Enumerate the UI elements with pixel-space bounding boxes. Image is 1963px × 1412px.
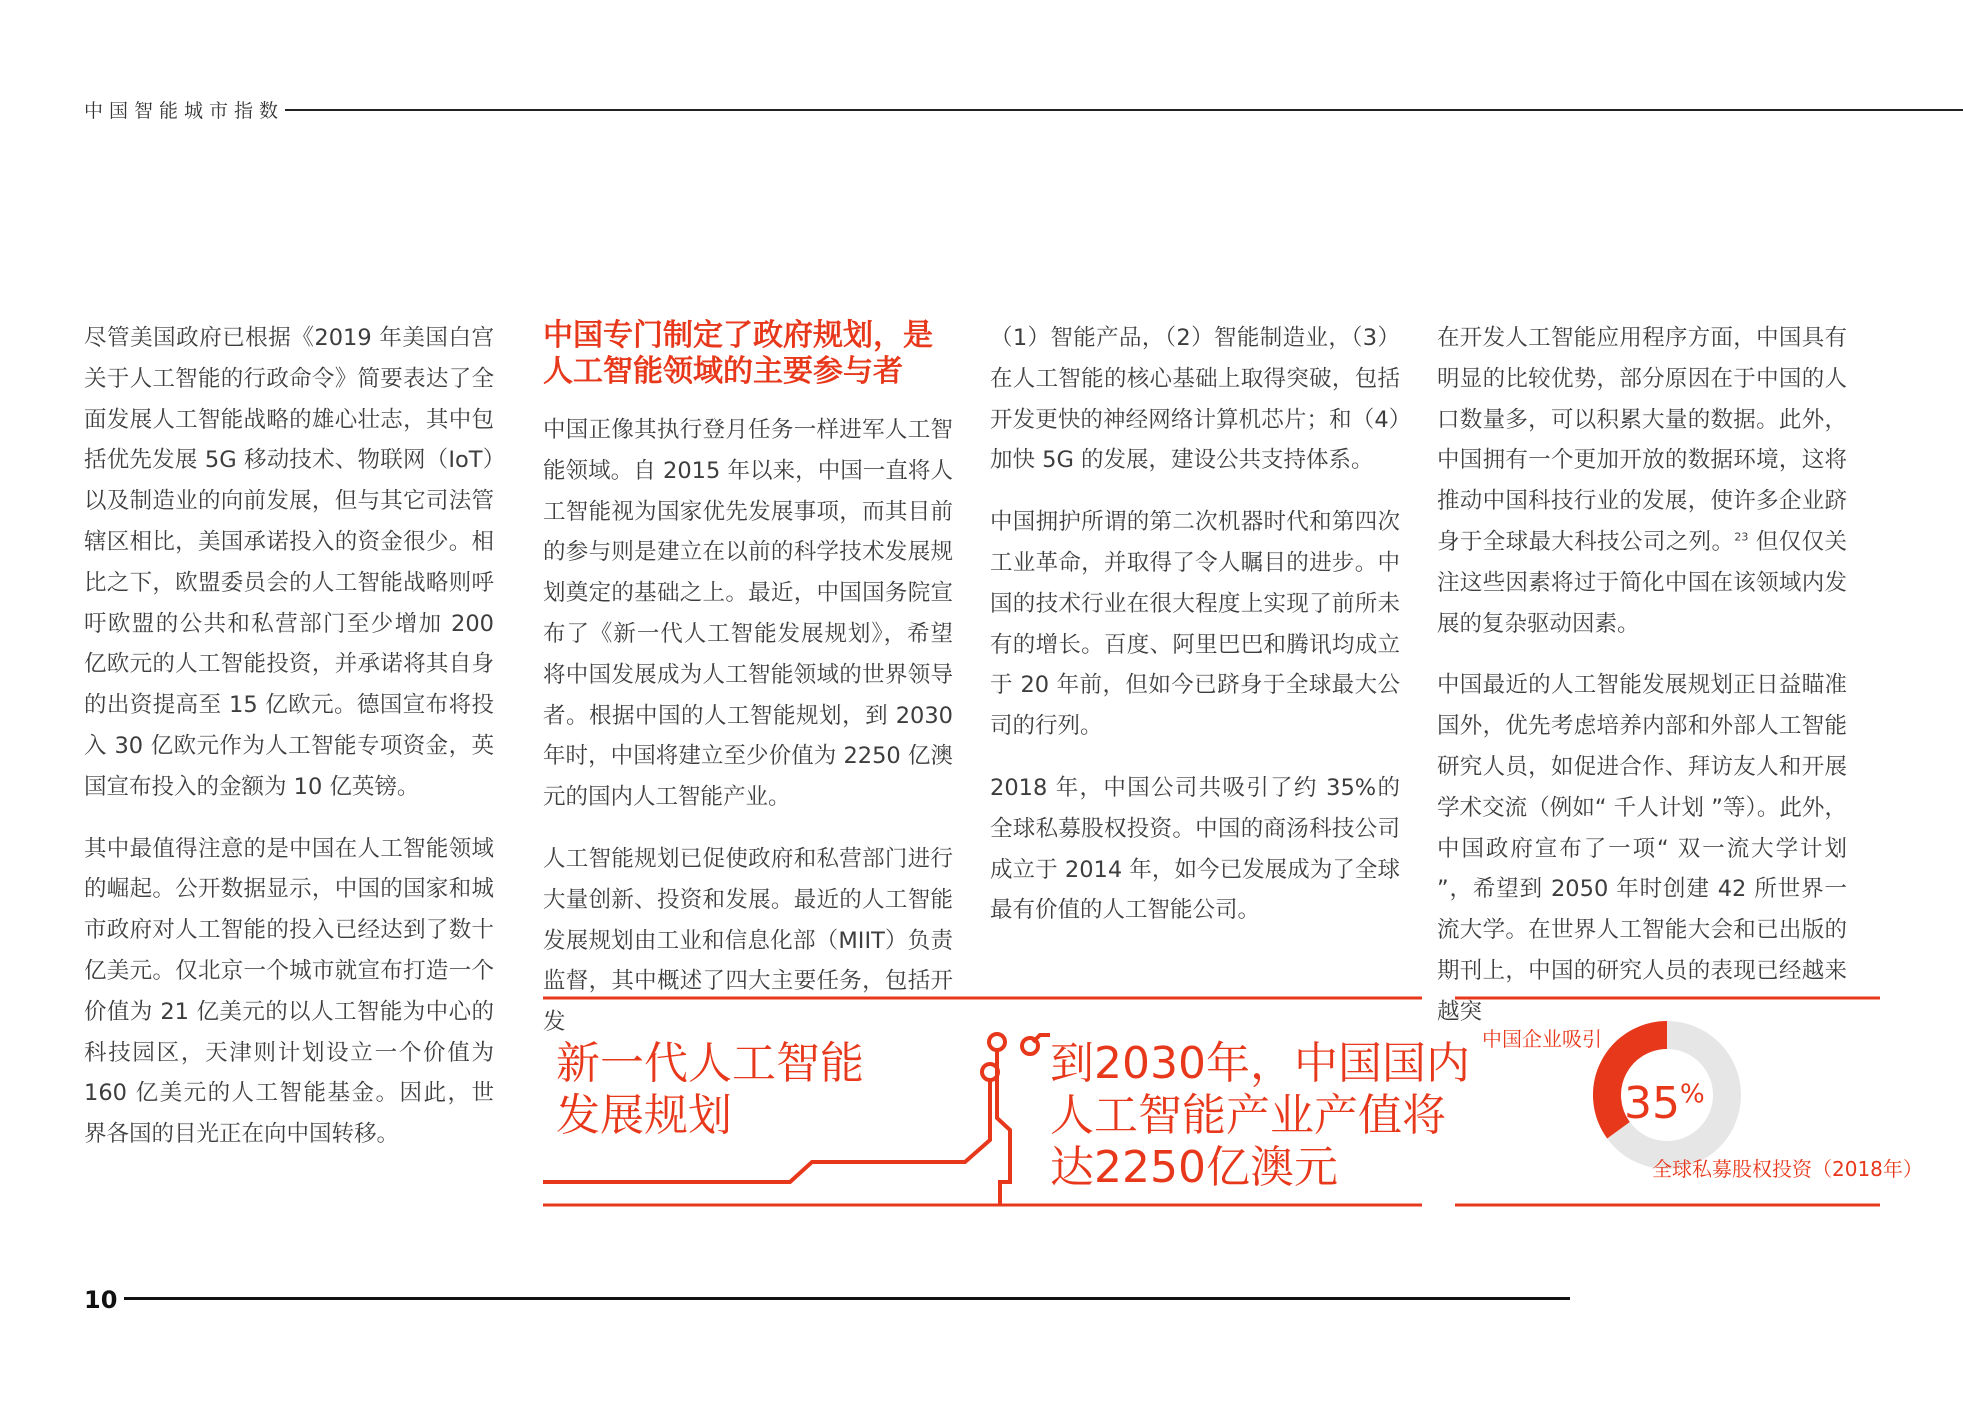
- stat-caption-top: 中国企业吸引: [1482, 1027, 1602, 1051]
- text-column-2: [543, 318, 953, 1064]
- infographic-industry-goal: [1050, 1038, 1470, 1194]
- column3-paragraph-3: 2018 年，中国公司共吸引了约 35%的全球私募股权投资。中国的商汤科技公司成立于 2014 年，如今已发展成为了全球最有价值的人工智能公司。: [990, 774, 1400, 924]
- infographic-plan-title: [556, 1038, 936, 1142]
- industry-goal-line-2: 人工智能产业产值将: [1050, 1090, 1446, 1141]
- industry-goal-line-3: 达2250亿澳元: [1050, 1142, 1338, 1193]
- footer-rule: [124, 1297, 1570, 1300]
- column1-paragraph-1: 尽管美国政府已根据《2019 年美国白宫关于人工智能的行政命令》简要表达了全面发展人工智能战略的雄心壮志，其中包括优先发展 5G 移动技术、物联网（IoT）以及制造业的向前发展，但与其它司法管辖区相比，美国承诺投入的资金很少。相比之下，欧盟委员会的人工智能战略则呼吁欧盟的公共和私营部门至少增加 200 亿欧元的人工智能投资，并承诺将其自身的出资提高至 15 亿欧元。德国宣布将投入 30 亿欧元作为人工智能专项资金，英国宣布投入的金额为 10 亿英镑。: [84, 325, 494, 800]
- plan-title-line-2: 发展规划: [556, 1090, 732, 1141]
- text-column-1: [84, 318, 494, 1176]
- header-rule: [285, 109, 1963, 111]
- column2-paragraph-1: 中国正像其执行登月任务一样进军人工智能领域。自 2015 年以来，中国一直将人工智能视为国家优先发展事项，而其目前的参与则是建立在以前的科学技术发展规划奠定的基础之上。最近，中国国务院宣布了《新一代人工智能发展规划》，希望将中国发展成为人工智能领域的世界领导者。根据中国的人工智能规划，到 2030 年时，中国将建立至少价值为 2250 亿澳元的国内人工智能产业。: [543, 417, 953, 811]
- column2-paragraph-2: 人工智能规划已促使政府和私营部门进行大量创新、投资和发展。最近的人工智能发展规划由工业和信息化部（MIIT）负责监督，其中概述了四大主要任务，包括开发: [543, 845, 953, 1036]
- text-column-4: [1437, 318, 1847, 1054]
- page-number: 10: [84, 1286, 118, 1314]
- footnote-marker: 23: [1734, 530, 1749, 544]
- stat-caption-bottom: 全球私募股权投资（2018年）: [1652, 1157, 1923, 1181]
- circuit-node-1: [982, 1064, 998, 1080]
- column1-paragraph-2: 其中最值得注意的是中国在人工智能领域的崛起。公开数据显示，中国的国家和城市政府对人工智能的投入已经达到了数十亿美元。仅北京一个城市就宣布打造一个价值为 21 亿美元的以人工智能为中心的科技园区，天津则计划设立一个价值为 160 亿美元的人工智能基金。因此，世界各国的目光正在向中国转移。: [84, 835, 494, 1148]
- stat-unit: %: [1680, 1079, 1705, 1110]
- section-heading: 中国专门制定了政府规划，是人工智能领域的主要参与者: [543, 318, 933, 389]
- circuit-trace-center: [997, 1050, 1010, 1205]
- column4-paragraph-1: [1437, 318, 1847, 644]
- industry-goal-line-1: 到2030年，中国国内: [1050, 1038, 1470, 1089]
- circuit-node-2: [989, 1034, 1005, 1050]
- stat-value: [1624, 1078, 1705, 1129]
- stat-number: 35: [1624, 1078, 1680, 1129]
- plan-title-line-1: 新一代人工智能: [556, 1038, 864, 1089]
- circuit-trace-right: [1033, 1035, 1050, 1042]
- column4-paragraph-2: 中国最近的人工智能发展规划正日益瞄准国外，优先考虑培养内部和外部人工智能研究人员，如促进合作、拜访友人和开展学术交流（例如“ 千人计划 ”等）。此外，中国政府宣布了一项“ 双一流大学计划 ”，希望到 2050 年时创建 42 所世界一流大学。在世界人工智能大会和已出版的期刊上，中国的研究人员的表现已经越来越突: [1437, 672, 1847, 1025]
- column4-paragraph-1-end: 但仅仅关注这些因素将过于简化中国在该领域内发展的复杂驱动因素。: [1437, 528, 1847, 637]
- column4-paragraph-1-main: 在开发人工智能应用程序方面，中国具有明显的比较优势，部分原因在于中国的人口数量多，可以积累大量的数据。此外，中国拥有一个更加开放的数据环境，这将推动中国科技行业的发展，使许多企业跻身于全球最大科技公司之列。: [1437, 325, 1847, 555]
- column3-paragraph-1: （1）智能产品，（2）智能制造业，（3）在人工智能的核心基础上取得突破，包括开发更快的神经网络计算机芯片；和（4）加快 5G 的发展，建设公共支持体系。: [990, 325, 1400, 474]
- column3-paragraph-2: 中国拥护所谓的第二次机器时代和第四次工业革命，并取得了令人瞩目的进步。中国的技术行业在很大程度上实现了前所未有的增长。百度、阿里巴巴和腾讯均成立于 20 年前，但如今已跻身于全球最大公司的行列。: [990, 509, 1400, 740]
- circuit-node-3: [1022, 1038, 1038, 1054]
- running-header-title: 中国智能城市指数: [84, 100, 285, 122]
- text-column-3: [990, 318, 1400, 952]
